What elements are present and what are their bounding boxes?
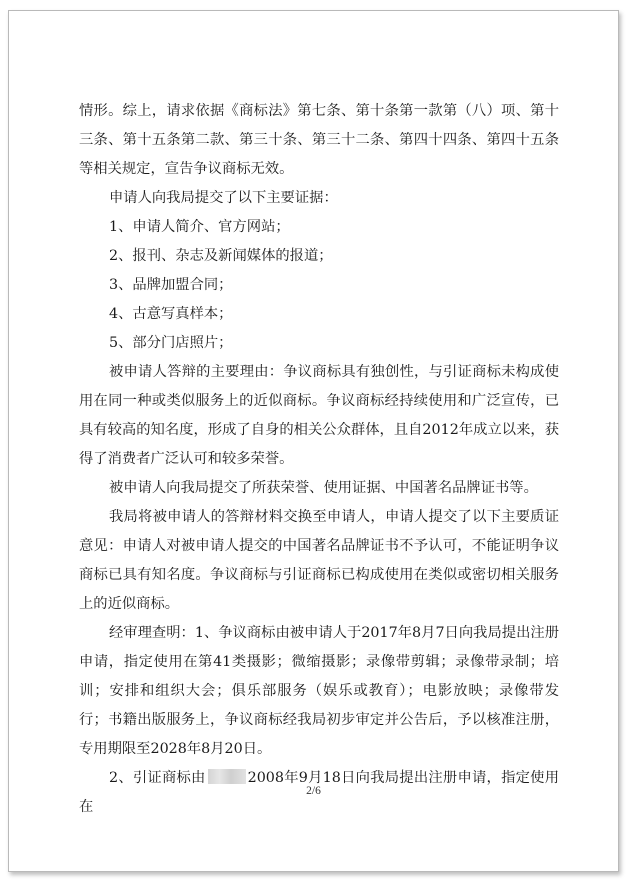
paragraph-line: 被申请人向我局提交了所获荣誉、使用证据、中国著名品牌证书等。 (109, 480, 538, 496)
cited-mark-detail-text: 2008年9月18日向我局提出注册申请，指定使用在 (79, 770, 559, 815)
paragraph-line: 情形。综上，请求依据《商标法》第七条、第十条第一款第（八）项、第十 (79, 103, 559, 119)
evidence-list-item: 1、申请人简介、官方网站； (109, 219, 290, 235)
paragraph-line: 具有较高的知名度，形成了自身的相关公众群体，且自2012年成立以来，获 (79, 422, 559, 438)
paragraph-line: 用在同一种或类似服务上的近似商标。争议商标经持续使用和广泛宣传，已 (79, 393, 559, 409)
paragraph-line: 我局将被申请人的答辩材料交换至申请人，申请人提交了以下主要质证 (109, 509, 559, 525)
paragraph-line: 申请人向我局提交了以下主要证据： (109, 190, 338, 206)
evidence-list-item: 2、报刊、杂志及新闻媒体的报道； (109, 248, 333, 264)
paragraph-line: 意见：申请人对被申请人提交的中国著名品牌证书不予认可，不能证明争议 (79, 538, 559, 554)
page-number: 2/6 (306, 785, 321, 797)
paragraph-line: 经审理查明：1、争议商标由被申请人于2017年8月7日向我局提出注册 (109, 625, 559, 641)
paragraph-line: 行；书籍出版服务上，争议商标经我局初步审定并公告后，予以核准注册， (79, 712, 559, 728)
paragraph-line: 三条、第十五条第二款、第三十条、第三十二条、第四十四条、第四十五条 (79, 132, 559, 148)
evidence-list-item: 4、古意写真样本； (109, 306, 233, 322)
cited-mark-intro-text: 2、引证商标由 (109, 770, 206, 786)
paragraph-line: 训；安排和组织大会；俱乐部服务（娱乐或教育）；电影放映；录像带发 (79, 683, 559, 699)
document-body (79, 97, 559, 822)
redacted-name-block (208, 769, 246, 784)
document-page (8, 10, 619, 872)
paragraph-line: 专用期限至2028年8月20日。 (79, 741, 272, 757)
paragraph-line: 得了消费者广泛认可和较多荣誉。 (79, 451, 294, 467)
paragraph-line: 等相关规定，宣告争议商标无效。 (79, 161, 294, 177)
evidence-list-item: 3、品牌加盟合同； (109, 277, 233, 293)
paragraph-line: 被申请人答辩的主要理由：争议商标具有独创性，与引证商标未构成使 (109, 364, 559, 380)
paragraph-line: 商标已具有知名度。争议商标与引证商标已构成使用在类似或密切相关服务 (79, 567, 559, 583)
evidence-list-item: 5、部分门店照片； (109, 335, 233, 351)
paragraph-line: 上的近似商标。 (79, 596, 180, 612)
paragraph-line: 申请，指定使用在第41类摄影；微缩摄影；录像带剪辑；录像带录制；培 (79, 654, 559, 670)
